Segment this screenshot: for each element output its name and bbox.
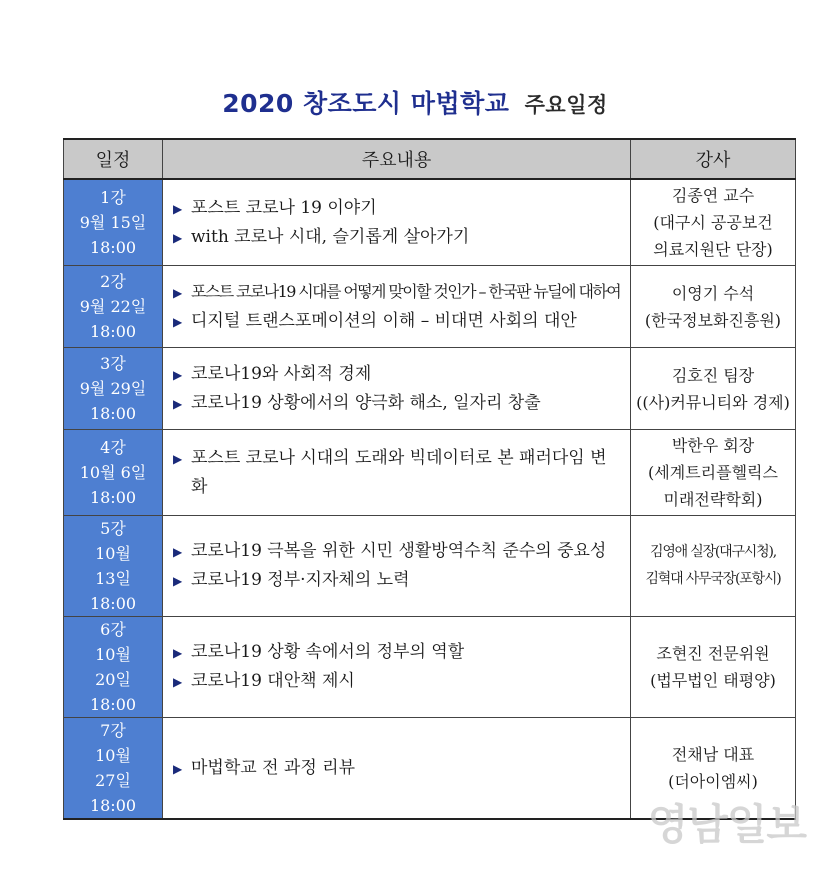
date-cell: [64, 266, 163, 348]
list-item: ▶ 코로나19 상황에서의 양극화 해소, 일자리 창출: [173, 389, 622, 418]
session-month: 10월: [95, 645, 131, 664]
session-number: 1강: [100, 188, 126, 207]
triangle-right-icon: ▶: [173, 396, 183, 411]
triangle-right-icon: ▶: [173, 201, 183, 216]
title-main: 2020 창조도시 마법학교: [222, 89, 510, 118]
lecturer-name: 김종연 교수: [671, 186, 755, 205]
session-number: 6강: [100, 620, 126, 639]
lecturer-affiliation: ((사)커뮤니티와 경제): [636, 392, 790, 412]
triangle-right-icon: ▶: [173, 367, 183, 382]
content-cell: [163, 348, 631, 430]
session-number: 7강: [100, 721, 126, 740]
list-item: ▶ 코로나19 상황 속에서의 정부의 역할: [173, 638, 622, 667]
session-time: 18:00: [89, 594, 137, 613]
triangle-right-icon: ▶: [173, 230, 183, 245]
title-sub: 주요일정: [524, 93, 608, 117]
table-row: [64, 266, 796, 348]
lecturer-name: 이영기 수석: [671, 283, 755, 303]
newspaper-watermark: 영남일보: [647, 800, 806, 849]
content-cell: [163, 718, 631, 820]
lecturer-name: 조현진 전문위원: [656, 644, 770, 663]
header-date: 일정: [64, 139, 163, 179]
triangle-right-icon: ▶: [173, 314, 183, 329]
list-item: ▶ 코로나19와 사회적 경제: [173, 360, 622, 389]
date-cell: [64, 718, 163, 820]
session-time: 18:00: [89, 238, 137, 257]
header-row: [64, 139, 796, 179]
list-item: ▶ 코로나19 정부·지자체의 노력: [173, 566, 622, 595]
session-time: 18:00: [89, 796, 137, 815]
list-item: ▶ 코로나19 대안책 제시: [173, 667, 622, 696]
lecturer-name: 전채남 대표: [671, 745, 755, 764]
date-cell: [64, 516, 163, 617]
date-cell: [64, 179, 163, 266]
list-item: ▶ 마법학교 전 과정 리뷰: [173, 754, 622, 783]
lecturer-affiliation: (법무법인 태평양): [650, 671, 776, 690]
lecturer-affiliation: 미래전략학회): [663, 490, 763, 509]
session-number: 2강: [100, 272, 126, 291]
lecturer-cell: [631, 430, 796, 516]
session-time: 18:00: [89, 695, 137, 714]
date-cell: [64, 348, 163, 430]
lecturer-name: 김호진 팀장: [671, 365, 755, 385]
lecturer-cell: [631, 266, 796, 348]
lecturer-affiliation: 의료지원단 단장): [653, 240, 773, 259]
content-cell: [163, 179, 631, 266]
session-date: 10월 6일: [79, 463, 147, 482]
lecturer-affiliation: (한국정보화진흥원): [644, 310, 782, 330]
session-date: 9월 15일: [79, 213, 147, 232]
session-number: 3강: [100, 354, 126, 373]
session-day: 13일: [95, 569, 131, 588]
lecturer-affiliation: (더아이엠씨): [668, 772, 758, 791]
table-row: [64, 617, 796, 718]
content-cell: [163, 430, 631, 516]
session-month: 10월: [95, 746, 131, 765]
session-time: 18:00: [89, 322, 137, 341]
lecturer-affiliation: (대구시 공공보건: [653, 213, 773, 232]
session-day: 20일: [95, 670, 131, 689]
lecturer-name: 박한우 회장: [671, 436, 755, 455]
header-lecturer: 강사: [631, 139, 796, 179]
lecturer-cell: [631, 348, 796, 430]
session-day: 27일: [95, 771, 131, 790]
list-item: ▶ 포스트 코로나 시대의 도래와 빅데이터로 본 패러다임 변화: [173, 444, 622, 501]
table-row: [64, 348, 796, 430]
content-cell: [163, 516, 631, 617]
list-item: ▶ 포스트 코로나 19 이야기: [173, 194, 622, 223]
session-date: 9월 29일: [79, 379, 147, 398]
page-title: [0, 84, 830, 120]
list-item: ▶ 코로나19 극복을 위한 시민 생활방역수칙 준수의 중요성: [173, 537, 622, 566]
session-date: 9월 22일: [79, 297, 147, 316]
lecturer-cell: [631, 617, 796, 718]
date-cell: [64, 617, 163, 718]
triangle-right-icon: ▶: [173, 545, 183, 559]
content-cell: [163, 266, 631, 348]
date-cell: [64, 430, 163, 516]
triangle-right-icon: ▶: [173, 646, 183, 660]
triangle-right-icon: ▶: [173, 675, 183, 689]
lecturer-name: 김영애 실장(대구시청),: [650, 544, 776, 560]
session-number: 5강: [100, 519, 126, 538]
schedule-table: [63, 138, 796, 820]
triangle-right-icon: ▶: [173, 285, 181, 300]
lecturer-name: 김혁대 사무국장(포항시): [645, 571, 781, 587]
lecturer-affiliation: (세계트리플헬릭스: [648, 463, 778, 482]
table-row: [64, 179, 796, 266]
content-cell: [163, 617, 631, 718]
session-number: 4강: [100, 438, 126, 457]
lecturer-cell: [631, 179, 796, 266]
session-month: 10월: [95, 544, 131, 563]
session-time: 18:00: [89, 488, 137, 507]
header-content: 주요내용: [163, 139, 631, 179]
list-item: ▶ with 코로나 시대, 슬기롭게 살아가기: [173, 223, 622, 252]
triangle-right-icon: ▶: [173, 574, 183, 588]
table-row: [64, 516, 796, 617]
table-row: [64, 430, 796, 516]
list-item: ▶ 포스트 코로나19 시대를 어떻게 맞이할 것인가 – 한국판 뉴딜에 대하여: [173, 278, 622, 307]
lecturer-cell: [631, 516, 796, 617]
list-item: ▶ 디지털 트랜스포메이션의 이해 – 비대면 사회의 대안: [173, 307, 622, 336]
triangle-right-icon: ▶: [173, 452, 183, 466]
triangle-right-icon: ▶: [173, 761, 183, 776]
session-time: 18:00: [89, 404, 137, 423]
